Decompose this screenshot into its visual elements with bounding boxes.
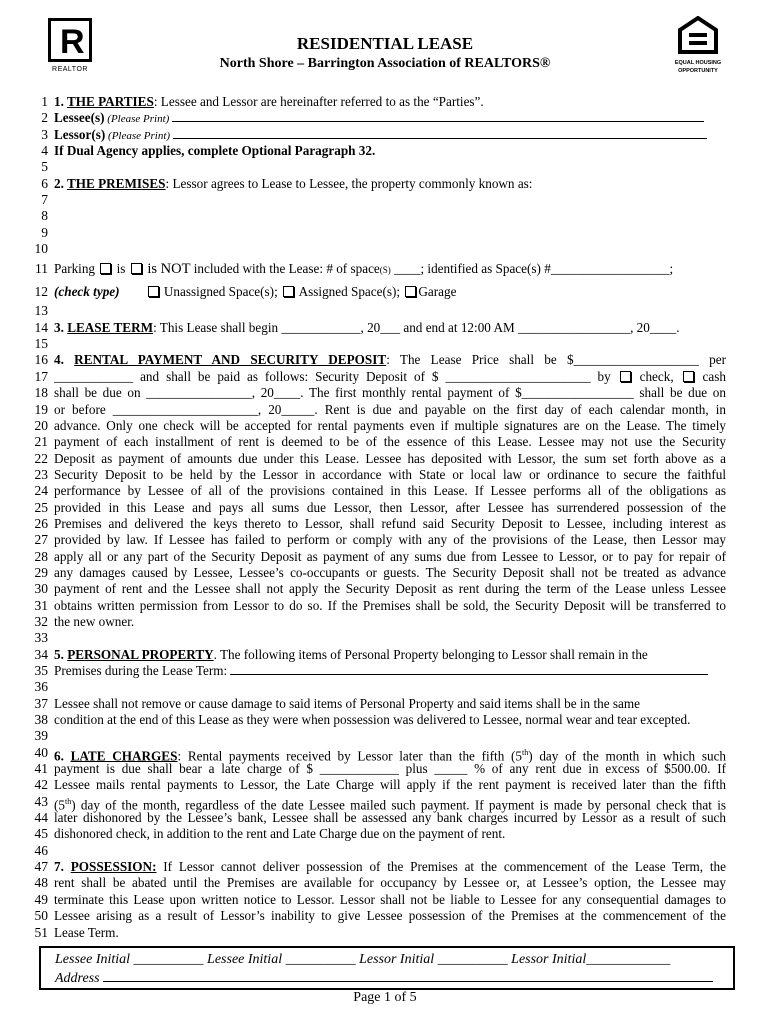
line-number: 49: [34, 891, 48, 907]
line-text: ____________ and shall be paid as follows: Security Deposit of $ ______________________ by: [54, 368, 618, 384]
line-number: 14: [34, 319, 48, 335]
line-number: 4: [41, 143, 48, 159]
section-heading-parties: THE PARTIES: [66, 94, 154, 109]
line-17: [0, 369, 770, 385]
line-number: 22: [34, 450, 48, 466]
line-number: 17: [34, 368, 48, 384]
realtor-logo-caption: REALTOR: [52, 66, 88, 73]
line-14: [0, 320, 770, 336]
ordinal-suffix: th: [65, 796, 72, 806]
line-16: [0, 352, 770, 368]
line-number: 1: [41, 94, 48, 109]
line-15: [0, 336, 770, 352]
garage-label: Garage: [418, 284, 457, 300]
section-number: 2.: [54, 175, 67, 191]
equal-housing-caption-1: EQUAL HOUSING: [674, 60, 722, 66]
line-26: [0, 516, 770, 532]
section-number: 6.: [54, 748, 71, 764]
line-text: Lessee shall not remove or cause damage to said items of Personal Property and said items shall be in the same: [54, 695, 640, 711]
line-number: 46: [34, 842, 48, 858]
line-28: [0, 549, 770, 565]
line-number: 10: [34, 241, 48, 257]
line-number: 35: [34, 663, 48, 678]
line-18: [0, 385, 770, 401]
line-text: Deposit as payment of amounts due under this Lease. Lessee has deposited with Lessor, the sum set forth above as a: [54, 450, 726, 466]
parking-is-checkbox[interactable]: [100, 263, 111, 274]
line-number: 11: [35, 261, 48, 277]
line-number: 3: [41, 126, 48, 142]
line-32: [0, 614, 770, 630]
line-number: 12: [34, 284, 48, 300]
line-number: 33: [34, 630, 48, 646]
line-number: 6: [41, 175, 48, 191]
line-number: 38: [34, 712, 48, 728]
line-number: 47: [34, 859, 48, 875]
realtor-r-icon: R: [48, 18, 92, 62]
deposit-check-checkbox[interactable]: [620, 371, 631, 382]
line-text: terminate this Lease upon written notice to Lessor. Lessor shall not be liable to Lessee for any consequential damages to: [54, 891, 726, 907]
section-heading-premises: THE PREMISES: [66, 175, 166, 191]
line-25: [0, 500, 770, 516]
line-number: 31: [34, 597, 48, 613]
line-37: [0, 696, 770, 712]
line-text: advance. Only one check will be accepted for rental payments even if multiple signatures are on the Lease. The timely: [54, 417, 726, 433]
line-number: 21: [34, 434, 48, 450]
line-21: [0, 434, 770, 450]
line-number: 25: [34, 499, 48, 515]
line-text: dishonored check, in addition to the rent and Late Charge due on the payment of rent.: [54, 826, 506, 842]
line-46: [0, 843, 770, 859]
initials-box: [39, 946, 735, 990]
line-42: [0, 777, 770, 793]
line-3: [0, 127, 770, 143]
line-1: [0, 94, 770, 110]
line-10: [0, 241, 770, 257]
line-43: [0, 793, 770, 813]
line-7: [0, 192, 770, 208]
line-number: 23: [34, 466, 48, 482]
line-35: [0, 663, 770, 679]
line-text: provided in this Lease and pays all sums due Lessor, then Lessor, after Lessee has surrendered possession of the: [54, 499, 726, 515]
line-text: ) day of the month, regardless of the date Lessee mailed such payment. If payment is made by personal check that is: [71, 797, 726, 813]
line-20: [0, 418, 770, 434]
line-number: 32: [34, 613, 48, 629]
line-31: [0, 598, 770, 614]
section-heading-possession: POSSESSION:: [70, 859, 157, 875]
ordinal-suffix: th: [522, 747, 529, 757]
line-text: ) day of the month in which such: [528, 748, 726, 764]
line-number: 50: [34, 908, 48, 924]
check-type-label: (check type): [54, 284, 120, 300]
parking-label: Parking: [54, 261, 99, 277]
garage-checkbox[interactable]: [405, 286, 416, 297]
line-text: : Lessor agrees to Lease to Lessee, the property commonly known as:: [165, 175, 533, 191]
section-number: 5.: [54, 646, 68, 662]
section-number: 7.: [54, 859, 71, 875]
line-number: 20: [34, 417, 48, 433]
line-30: [0, 581, 770, 597]
line-text: : Lessee and Lessor are hereinafter referred to as the “Parties”.: [153, 94, 484, 109]
line-text: : This Lease shall begin ____________, 20___ and end at 12:00 AM _________________, 20____.: [153, 319, 680, 335]
line-text: : Rental payments received by Lessor later than the fifth (5: [177, 748, 522, 764]
line-text: Lessee arising as a result of Lessor’s inability to give Lessee possession of the Premises at the commencement of the: [54, 908, 726, 924]
line-2: [0, 110, 770, 126]
line-text: the new owner.: [54, 613, 135, 629]
line-text: Lease Term.: [54, 924, 119, 940]
line-number: 37: [34, 695, 48, 711]
line-number: 16: [34, 352, 48, 368]
assigned-space-checkbox[interactable]: [283, 286, 294, 297]
line-number: 18: [34, 385, 48, 401]
line-number: 41: [34, 761, 48, 777]
line-number: 34: [34, 646, 48, 662]
line-number: 43: [34, 793, 48, 809]
page-number: Page 1 of 5: [353, 990, 417, 1005]
section-number: 1.: [54, 94, 67, 109]
line-51: [0, 925, 770, 941]
section-number: 3.: [54, 319, 68, 335]
deposit-check-label: check,: [632, 368, 681, 384]
line-50: [0, 908, 770, 924]
line-text: later dishonored by the Lessee’s bank, Lessee shall be assessed any bank charges incurred by Lessor as a result of such: [54, 810, 726, 826]
line-text: (S): [379, 265, 391, 276]
line-number: 51: [34, 924, 48, 940]
address-row-label: Address: [55, 971, 104, 986]
lessor-label: Lessor(s): [54, 126, 106, 142]
line-number: 36: [34, 679, 48, 695]
line-number: 40: [34, 744, 48, 760]
line-number: 5: [41, 159, 48, 175]
line-text: If Lessor cannot deliver possession of the Premises at the commencement of the Lease Term, the: [156, 859, 726, 875]
document-subtitle: North Shore – Barrington Association of REALTORS®: [219, 56, 551, 71]
unassigned-space-label: Unassigned Space(s);: [163, 284, 282, 300]
line-49: [0, 892, 770, 908]
line-number: 24: [34, 483, 48, 499]
line-text: condition at the end of this Lease as they were when possession was delivered to Lessee, normal wear and tear excepted.: [54, 712, 691, 728]
line-number: 29: [34, 564, 48, 580]
line-text: obtains written permission from Lessor to do so. If the Premises shall be sold, the Security Deposit will be transferred to: [54, 597, 726, 613]
section-heading-personal-property: PERSONAL PROPERTY: [67, 646, 214, 662]
document-title: RESIDENTIAL LEASE: [296, 34, 474, 53]
line-text: apply all or any part of the Security Deposit as payment of any sums due from Lessee to Lessor, or to pay for repair of: [54, 548, 726, 564]
line-text: performance by Lessee of all of the provisions contained in this Lease. If Lessee performs all of the obligations as: [54, 483, 726, 499]
equal-housing-logo: [668, 16, 728, 78]
parking-is-not-checkbox[interactable]: [131, 263, 142, 274]
line-text: payment is due shall bear a late charge of $ ____________ plus _____ % of any rent due in excess of $500.00. If: [54, 761, 726, 777]
line-45: [0, 826, 770, 842]
line-number: 48: [34, 875, 48, 891]
deposit-cash-checkbox[interactable]: [683, 371, 694, 382]
line-number: 26: [34, 515, 48, 531]
line-number: 39: [34, 728, 48, 744]
line-number: 7: [41, 192, 48, 208]
line-24: [0, 483, 770, 499]
line-text: payment of rent and the Lessee shall not apply the Security Deposit as rent during the term of the Lease unless Lessee: [54, 581, 726, 597]
line-text: . The following items of Personal Property belonging to Lessor shall remain in the: [213, 646, 648, 662]
line-33: [0, 630, 770, 646]
line-number: 19: [34, 401, 48, 417]
line-number: 2: [41, 110, 48, 126]
line-number: 13: [34, 303, 48, 319]
please-print-hint: (Please Print): [104, 113, 173, 126]
section-heading-late-charges: LATE CHARGES: [70, 748, 178, 764]
line-number: 44: [34, 810, 48, 826]
personal-property-field[interactable]: [230, 664, 708, 675]
line-47: [0, 859, 770, 875]
line-11: [0, 257, 770, 280]
line-27: [0, 532, 770, 548]
line-text: any damages caused by Lessee, Lessee’s co-occupants or guests. The Security Deposit shall not be treated as advance: [54, 564, 726, 580]
line-22: [0, 451, 770, 467]
deposit-cash-label: cash: [695, 368, 726, 384]
lessor-name-field[interactable]: [173, 128, 707, 139]
line-text: rent shall be abated until the Premises are available for occupancy by Lessee or, at Lessee’s option, the Lessee may: [54, 875, 726, 891]
line-number: 8: [41, 208, 48, 224]
section-number: 4.: [54, 352, 75, 368]
line-34: [0, 647, 770, 663]
line-12: [0, 280, 770, 303]
lessee-label: Lessee(s): [54, 110, 105, 126]
line-number: 45: [34, 826, 48, 842]
equal-housing-caption-2: OPPORTUNITY: [678, 68, 718, 74]
assigned-space-label: Assigned Space(s);: [298, 284, 404, 300]
line-text: : The Lease Price shall be $___________________ per: [386, 352, 726, 368]
line-4: [0, 143, 770, 159]
line-number: 15: [34, 336, 48, 352]
line-number: 30: [34, 581, 48, 597]
line-text: ____; identified as Space(s) #__________________;: [390, 261, 674, 277]
line-44: [0, 810, 770, 826]
line-text: or before ______________________, 20_____. Rent is due and payable on the first day of each calendar month, in: [54, 401, 726, 417]
line-39: [0, 728, 770, 744]
equal-housing-house-icon: [678, 16, 718, 54]
line-text: provided by law. If Lessee has failed to perform or comply with any of the provisions of the Lease, then Lessor may: [54, 532, 726, 548]
line-number: 28: [34, 548, 48, 564]
lessee-name-field[interactable]: [172, 111, 704, 122]
line-6: [0, 176, 770, 192]
line-text: (5: [54, 797, 65, 813]
lease-body: [0, 94, 770, 941]
line-19: [0, 402, 770, 418]
line-5: [0, 159, 770, 175]
line-41: [0, 761, 770, 777]
please-print-hint: (Please Print): [105, 129, 173, 142]
unassigned-space-checkbox[interactable]: [148, 286, 159, 297]
initials-row[interactable]: Lessee Initial __________ Lessee Initial __________ Lessor Initial __________ Lessor Initial____________: [55, 952, 671, 967]
section-heading-lease-term: LEASE TERM: [67, 319, 154, 335]
line-40: [0, 744, 770, 764]
parking-is-not-label: is NOT: [143, 261, 191, 278]
line-text: payment of each installment of rent is deemed to be of the essence of this Lease. Lessee may not use the Security: [54, 434, 726, 450]
line-23: [0, 467, 770, 483]
line-38: [0, 712, 770, 728]
line-13: [0, 303, 770, 319]
line-text: Premises during the Lease Term:: [54, 663, 231, 678]
address-row: [55, 969, 719, 988]
address-row-field[interactable]: [103, 970, 713, 982]
line-8: [0, 208, 770, 224]
line-text: included with the Lease: # of space: [190, 261, 380, 277]
parking-is-label: is: [113, 261, 129, 277]
line-text: Security Deposit to be held by the Lessor in accordance with State or local law or ordinance to secure the faithful: [54, 466, 726, 482]
line-number: 9: [41, 224, 48, 240]
line-9: [0, 225, 770, 241]
line-text: shall be due on ________________, 20____. The first monthly rental payment of $_________________ shall be due on: [54, 385, 726, 401]
line-text: If Dual Agency applies, complete Optional Paragraph 32.: [54, 143, 376, 159]
line-number: 27: [34, 532, 48, 548]
line-text: Lessee mails rental payments to Lessor, the Late Charge will apply if the rent payment is received later than the fifth: [54, 777, 726, 793]
line-48: [0, 875, 770, 891]
line-36: [0, 679, 770, 695]
line-number: 42: [34, 777, 48, 793]
line-29: [0, 565, 770, 581]
section-heading-rental-payment: RENTAL PAYMENT AND SECURITY DEPOSIT: [74, 352, 387, 368]
line-text: Premises and delivered the keys thereto to Lessor, shall refund said Security Deposit to Lessee, including interest as: [54, 515, 726, 531]
